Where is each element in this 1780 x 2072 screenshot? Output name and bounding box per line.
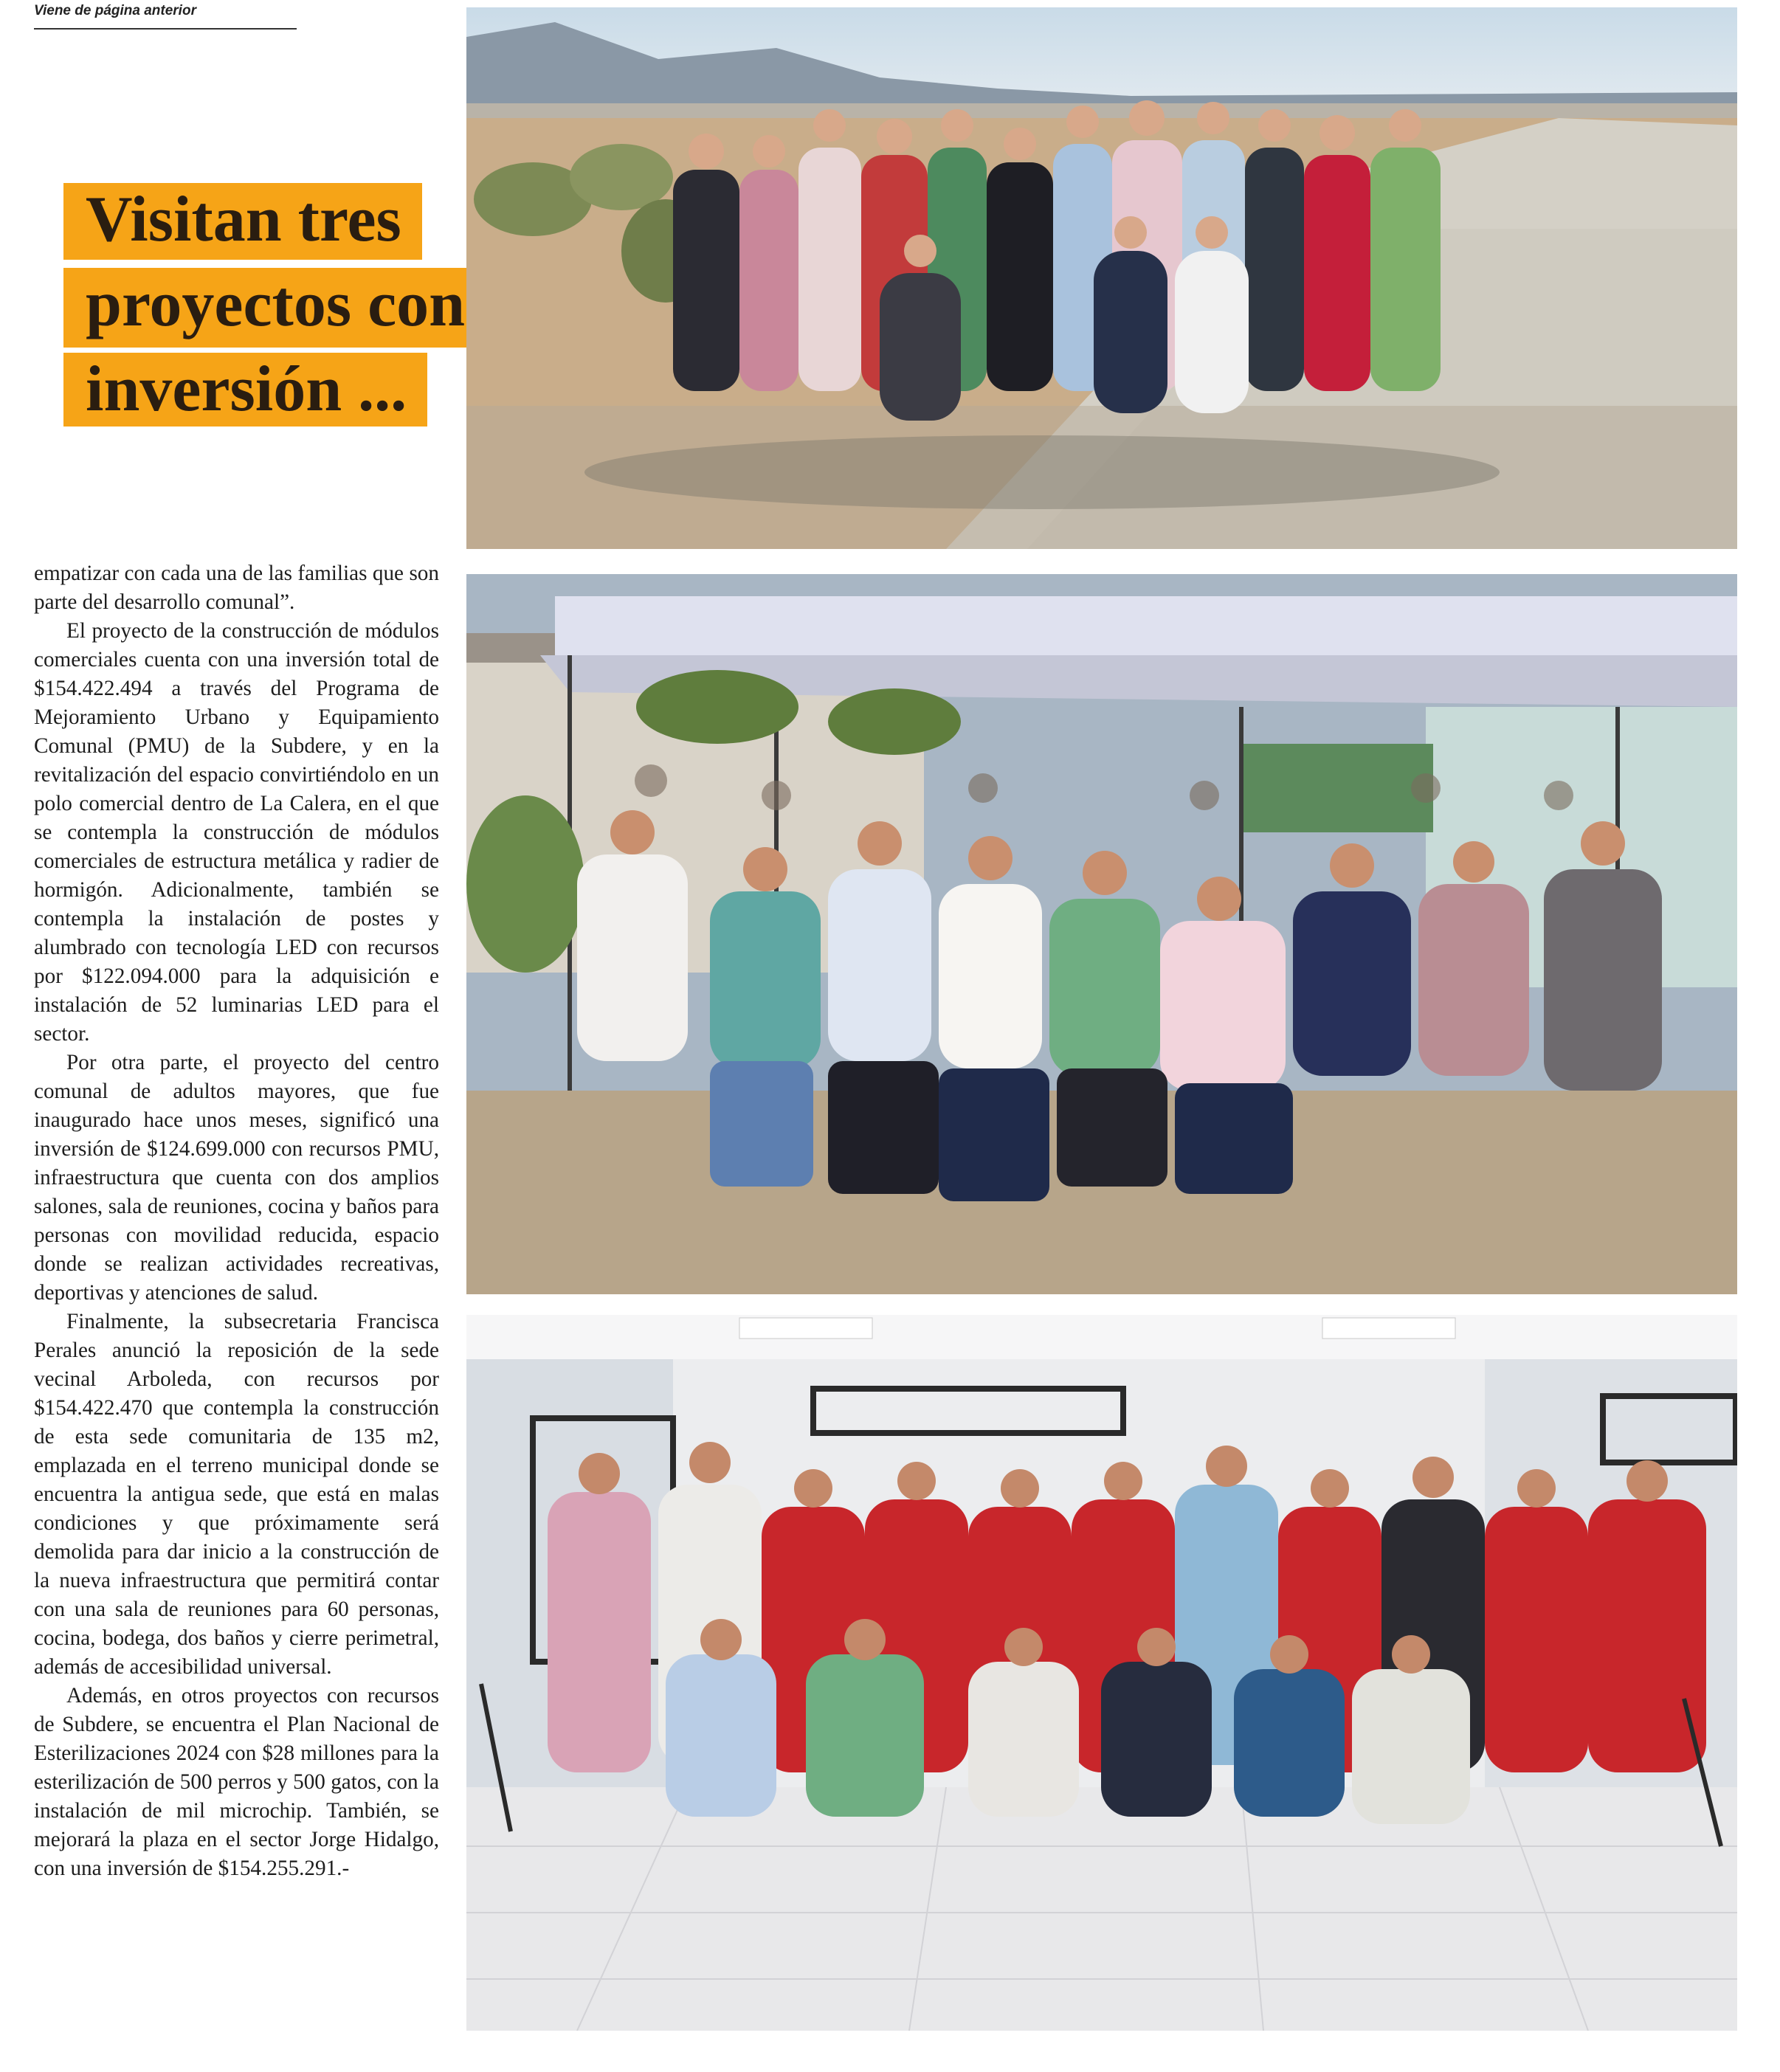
kicker-label: Viene de página anterior xyxy=(34,3,196,18)
article-paragraph: Además, en otros proyectos con recursos de Subdere, se encuentra el Plan Nacional de Esterilizaciones 2024 con $28 millones para la esterilización de 500 perros y 500 gatos, con la instalación de mil microchip. También, se mejorará la plaza en el sector Jorge Hidalgo, con una inversión de $154.255.291.- xyxy=(34,1684,439,1880)
group-photo-indoor-hall xyxy=(466,1315,1737,2031)
headline-line-2: proyectos con xyxy=(63,268,486,348)
group-photo-outdoor-road xyxy=(466,7,1737,549)
article-body xyxy=(34,559,439,1883)
article-paragraph: Por otra parte, el proyecto del centro comunal de adultos mayores, que fue inaugurado hace unos meses, significó una inversión de $124.699.000 con recursos PMU, infraestructura que cuenta con dos amplios salones, sala de reuniones, cocina y baños para personas con movilidad reducida, espacio donde se realizan actividades recreativas, deportivas y atenciones de salud. xyxy=(34,1051,439,1305)
kicker-rule xyxy=(34,28,297,30)
group-photo-canopy xyxy=(466,574,1737,1294)
article-paragraph: empatizar con cada una de las familias que son parte del desarrollo comunal”. xyxy=(34,562,439,614)
headline-line-3: inversión ... xyxy=(63,353,427,427)
article-paragraph: Finalmente, la subsecretaria Francisca Perales anunció la reposición de la sede vecinal Arboleda, con recursos por $154.422.470 que contempla la construcción de esta sede comunitaria de 135 m2, emplazada en el terreno municipal donde se encuentra la antigua sede, que está en malas condiciones y que próximamente será demolida para dar inicio a la construcción de la nueva infraestructura que permitirá contar con una sala de reuniones para 60 personas, cocina, bodega, dos baños y cierre perimetral, además de accesibilidad universal. xyxy=(34,1310,439,1679)
article-paragraph: El proyecto de la construcción de módulos comerciales cuenta con una inversión total de $154.422.494 a través del Programa de Mejoramiento Urbano y Equipamiento Comunal (PMU) de la Subdere, y en la revitalización del espacio convirtiéndolo en un polo comercial dentro de La Calera, en el que se contempla la construcción de módulos comerciales de estructura metálica y radier de hormigón. Adicionalmente, también se contempla la instalación de postes y alumbrado con tecnología LED con recursos por $122.094.000 para la adquisición e instalación de 52 luminarias LED para el sector. xyxy=(34,619,439,1046)
headline-line-1: Visitan tres xyxy=(63,183,422,260)
